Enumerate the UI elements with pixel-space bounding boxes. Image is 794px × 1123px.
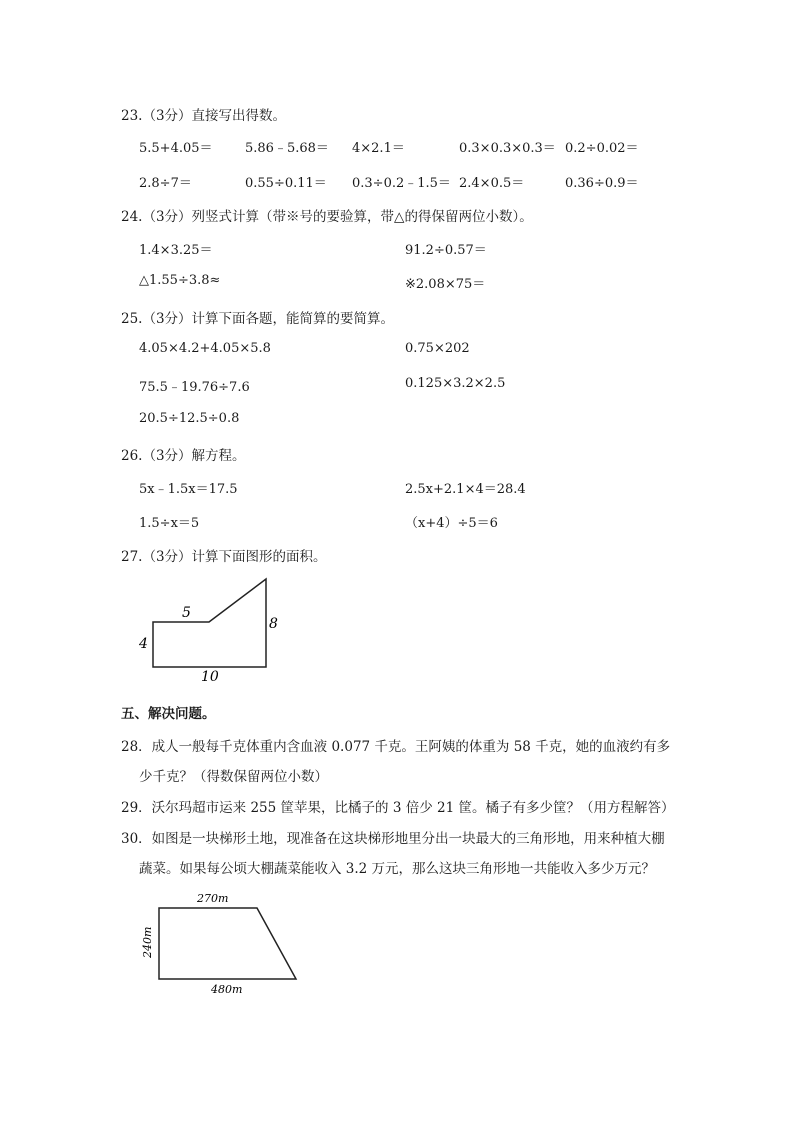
q23-title: 23.（3分）直接写出得数。 [121, 108, 287, 124]
q23-item-8: 0.3÷0.2﹣1.5＝ [352, 176, 451, 191]
q30-line-1: 30．如图是一块梯形土地，现准备在这块梯形地里分出一块最大的三角形地，用来种植大棚 [121, 831, 665, 847]
q25-item-3: 75.5﹣19.76÷7.6 [139, 380, 250, 395]
q30-label-bottom: 480m [211, 983, 243, 996]
q24-item-3: △1.55÷3.8≈ [139, 273, 221, 288]
q23-item-3: 4×2.1＝ [352, 141, 405, 156]
q23-item-1: 5.5+4.05＝ [139, 141, 213, 156]
q30-label-left: 240m [141, 926, 154, 958]
q27-label-left: 4 [139, 636, 148, 652]
q26-title: 26.（3分）解方程。 [121, 448, 246, 464]
q25-item-5: 20.5÷12.5÷0.8 [139, 411, 240, 426]
q24-title: 24.（3分）列竖式计算（带※号的要验算，带△的得保留两位小数）。 [121, 209, 533, 225]
q23-item-9: 2.4×0.5＝ [459, 176, 525, 191]
q30-line-2: 蔬菜。如果每公顷大棚蔬菜能收入 3.2 万元，那么这块三角形地一共能收入多少万元？ [139, 861, 656, 877]
q26-item-2: 2.5x+2.1×4＝28.4 [405, 482, 526, 497]
q25-item-2: 0.75×202 [405, 341, 470, 356]
q27-shape [153, 579, 266, 667]
q26-item-4: （x+4）÷5＝6 [405, 516, 498, 531]
q30-figure [135, 890, 305, 1000]
q26-item-3: 1.5÷x＝5 [139, 516, 200, 531]
q26-item-1: 5x﹣1.5x＝17.5 [139, 482, 238, 497]
q23-item-5: 0.2÷0.02＝ [565, 141, 639, 156]
q28-line-1: 28．成人一般每千克体重内含血液 0.077 千克。王阿姨的体重为 58 千克，她的血液约有多 [121, 739, 671, 755]
section-title: 五、解决问题。 [121, 706, 216, 722]
q24-item-4: ※2.08×75＝ [405, 277, 486, 292]
q23-item-6: 2.8÷7＝ [139, 176, 192, 191]
q29-line-1: 29．沃尔玛超市运来 255 筐苹果，比橘子的 3 倍少 21 筐。橘子有多少筐？（用方程解答） [121, 800, 675, 816]
q27-figure [130, 575, 290, 687]
q24-item-1: 1.4×3.25＝ [139, 243, 213, 258]
q27-label-right: 8 [269, 616, 278, 632]
q28-line-2: 少千克？（得数保留两位小数） [139, 769, 328, 785]
q25-item-4: 0.125×3.2×2.5 [405, 376, 506, 391]
q23-item-4: 0.3×0.3×0.3＝ [459, 141, 556, 156]
q23-item-10: 0.36÷0.9＝ [565, 176, 639, 191]
q27-label-top: 5 [182, 605, 191, 621]
q23-item-7: 0.55÷0.11＝ [245, 176, 327, 191]
q30-trapezoid [159, 908, 296, 979]
q27-title: 27.（3分）计算下面图形的面积。 [121, 549, 327, 565]
q30-label-top: 270m [197, 892, 229, 905]
q25-title: 25.（3分）计算下面各题，能简算的要简算。 [121, 311, 395, 327]
q25-item-1: 4.05×4.2+4.05×5.8 [139, 341, 271, 356]
q23-item-2: 5.86﹣5.68＝ [245, 141, 329, 156]
q24-item-2: 91.2÷0.57＝ [405, 243, 487, 258]
q27-label-bottom: 10 [201, 669, 219, 685]
